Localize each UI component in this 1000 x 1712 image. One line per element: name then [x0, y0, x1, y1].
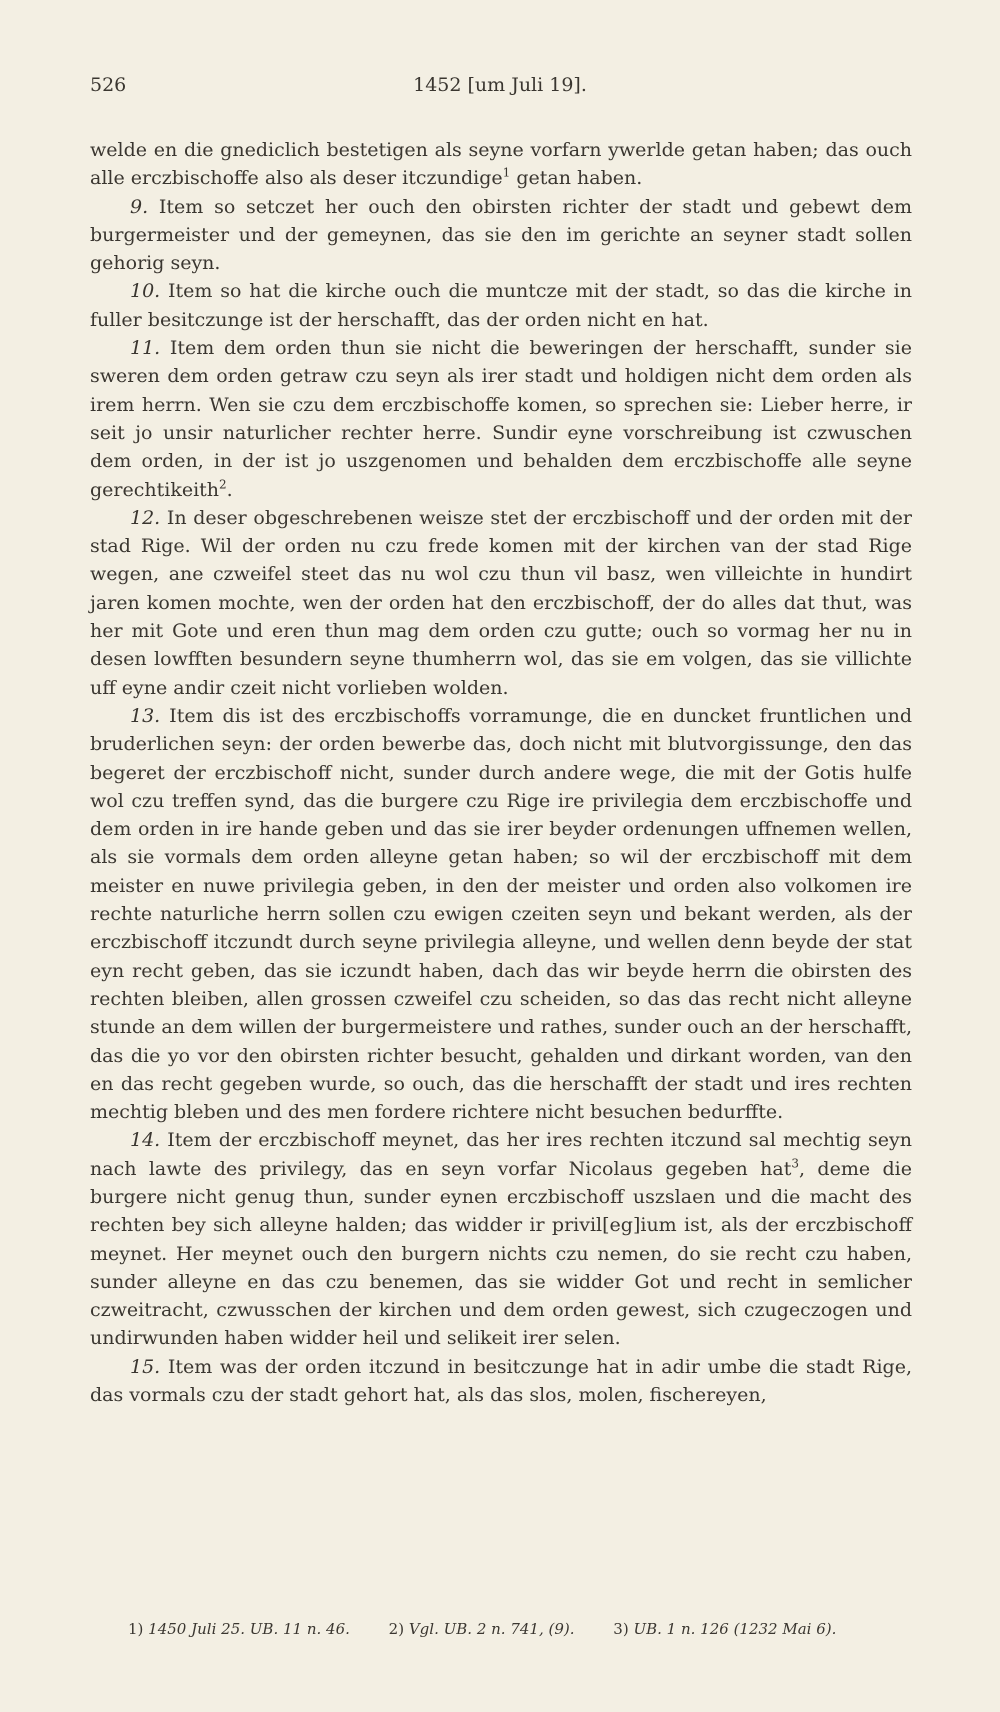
- paragraph-text: In deser obgeschrebenen weisze stet der erczbischoff und der orden mit der stad Rige. Wil der orden nu czu frede komen mit der kirchen van der stad Rige wegen, ane czweifel steet das nu wol czu thun vil basz, wen villeichte in hundirt jaren komen mochte, wen der orden hat den erczbischoff, der do alles dat thut, was her mit Gote und eren thun mag dem orden czu gutte; ouch so vormag her nu in desen lowfften besundern seyne thumherrn wol, das sie em volgen, das sie villichte uff eyne andir czeit nicht vorlieben wolden.: [90, 506, 912, 699]
- footnote-ref: 1: [502, 165, 511, 180]
- footnotes: [90, 1616, 912, 1642]
- paragraph-10: [90, 277, 912, 334]
- paragraph-tail: , deme die burgere nicht genug thun, sunder eynen erczbischoff uszslaen und die macht des rechten bey sich alleyne halden; das widder ir privil[eg]ium ist, als der erczbischoff meynet. Her meynet ouch den burgern nichts czu nemen, do sie recht czu haben, sunder alleyne en das czu benemen, das sie widder Got und recht in semlicher czweitracht, czwusschen der kirchen und dem orden gewest, sich czugeczogen und undirwunden haben widder heil und selikeit irer selen.: [90, 1157, 912, 1350]
- paragraph-text: Item dem orden thun sie nicht die beweringen der herschafft, sunder sie sweren dem orden getraw czu seyn als irer stadt und holdigen nicht dem orden als irem herrn. Wen sie czu dem erczbischoffe komen, so sprechen sie: Lieber herre, ir seit jo unsir naturlicher rechter herre. Sundir eyne vorschreibung ist czwuschen dem orden, in der ist jo uszgenomen und behalden dem erczbischoffe alle seyne gerechtikeith: [90, 337, 912, 501]
- running-head: [90, 74, 910, 104]
- paragraph-13: [90, 702, 912, 1126]
- paragraph-9: [90, 193, 912, 278]
- footnote-text: Vgl. UB. 2 n. 741, (9).: [404, 1620, 575, 1638]
- footnote-text: UB. 1 n. 126 (1232 Mai 6).: [628, 1620, 837, 1638]
- paragraph-text: Item so hat die kirche ouch die muntcze mit der stadt, so das die kirche in fuller besitczunge ist der herschafft, das der orden nicht en hat.: [90, 280, 912, 331]
- paragraph-number: 13.: [130, 704, 161, 727]
- paragraph-text: Item der erczbischoff meynet, das her ires rechten itczund sal mechtig seyn nach lawte des privilegy, das en seyn vorfar Nicolaus gegeben hat: [90, 1129, 912, 1180]
- footnote: [613, 1620, 836, 1638]
- footnote-ref: 2: [219, 477, 227, 492]
- footnote: [389, 1620, 575, 1638]
- paragraph-number: 11.: [130, 337, 161, 360]
- paragraph-opening: [90, 136, 912, 193]
- paragraph-number: 10.: [130, 280, 161, 303]
- paragraph-number: 9.: [130, 195, 149, 218]
- paragraph-14: [90, 1126, 912, 1352]
- paragraph-number: 14.: [130, 1129, 161, 1152]
- paragraph-text: Item so setczet her ouch den obirsten richter der stadt und gebewt dem burgermeister und der gemeynen, das sie den im gerichte an seyner stadt sollen gehorig seyn.: [90, 195, 912, 275]
- paragraph-12: [90, 504, 912, 702]
- paragraph-tail: getan haben.: [510, 167, 643, 190]
- paragraph-tail: .: [226, 478, 233, 501]
- paragraph-15: [90, 1353, 912, 1410]
- page-number: 526: [90, 74, 127, 96]
- footnote-text: 1450 Juli 25. UB. 11 n. 46.: [143, 1620, 350, 1638]
- footnote-mark: 2): [388, 1620, 405, 1638]
- footnote: [128, 1620, 350, 1638]
- body-text: [90, 136, 912, 1409]
- paragraph-text: welde en die gnediclich bestetigen als seyne vorfarn ywerlde getan haben; das ouch alle erczbischoffe also als deser itczundige: [90, 139, 912, 190]
- footnote-mark: 1): [128, 1620, 144, 1638]
- header-title: 1452 [um Juli 19].: [413, 74, 587, 96]
- paragraph-11: [90, 334, 912, 504]
- paragraph-number: 15.: [130, 1355, 161, 1378]
- paragraph-number: 12.: [130, 506, 161, 529]
- paragraph-text: Item dis ist des erczbischoffs vorramunge, die en duncket fruntlichen und bruderlichen seyn: der orden bewerbe das, doch nicht mit blutvorgissunge, den das begeret der erczbischoff nicht, sunder durch andere wege, die mit der Gotis hulfe wol czu treffen synd, das die burgere czu Rige ire privilegia dem erczbischoffe und dem orden in ire hande geben und das sie irer beyder ordenungen uffnemen wellen, als sie vormals dem orden alleyne getan haben; so wil der erczbischoff mit dem meister en nuwe privilegia geben, in den der meister und orden also volkomen ire rechte naturliche herrn sollen czu ewigen czeiten seyn und bekant werden, als der erczbischoff itczundt durch seyne privilegia alleyne, und wellen denn beyde der stat eyn recht geben, das sie iczundt haben, dach das wir beyde herrn die obirsten des rechten bleiben, allen grossen czweifel czu scheiden, so das das recht nicht alleyne stunde an dem willen der burgermeistere und rathes, sunder ouch an der herschafft, das die yo vor den obirsten richter besucht, gehalden und dirkant worden, van den en das recht gegeben wurde, so ouch, das die herschafft der stadt und ires rechten mechtig bleben und des men fordere richtere nicht besuchen bedurffte.: [90, 704, 912, 1124]
- footnote-mark: 3): [613, 1620, 629, 1638]
- paragraph-text: Item was der orden itczund in besitczunge hat in adir umbe die stadt Rige, das vormals czu der stadt gehort hat, als das slos, molen, fischereyen,: [90, 1355, 912, 1407]
- footnote-ref: 3: [791, 1156, 799, 1171]
